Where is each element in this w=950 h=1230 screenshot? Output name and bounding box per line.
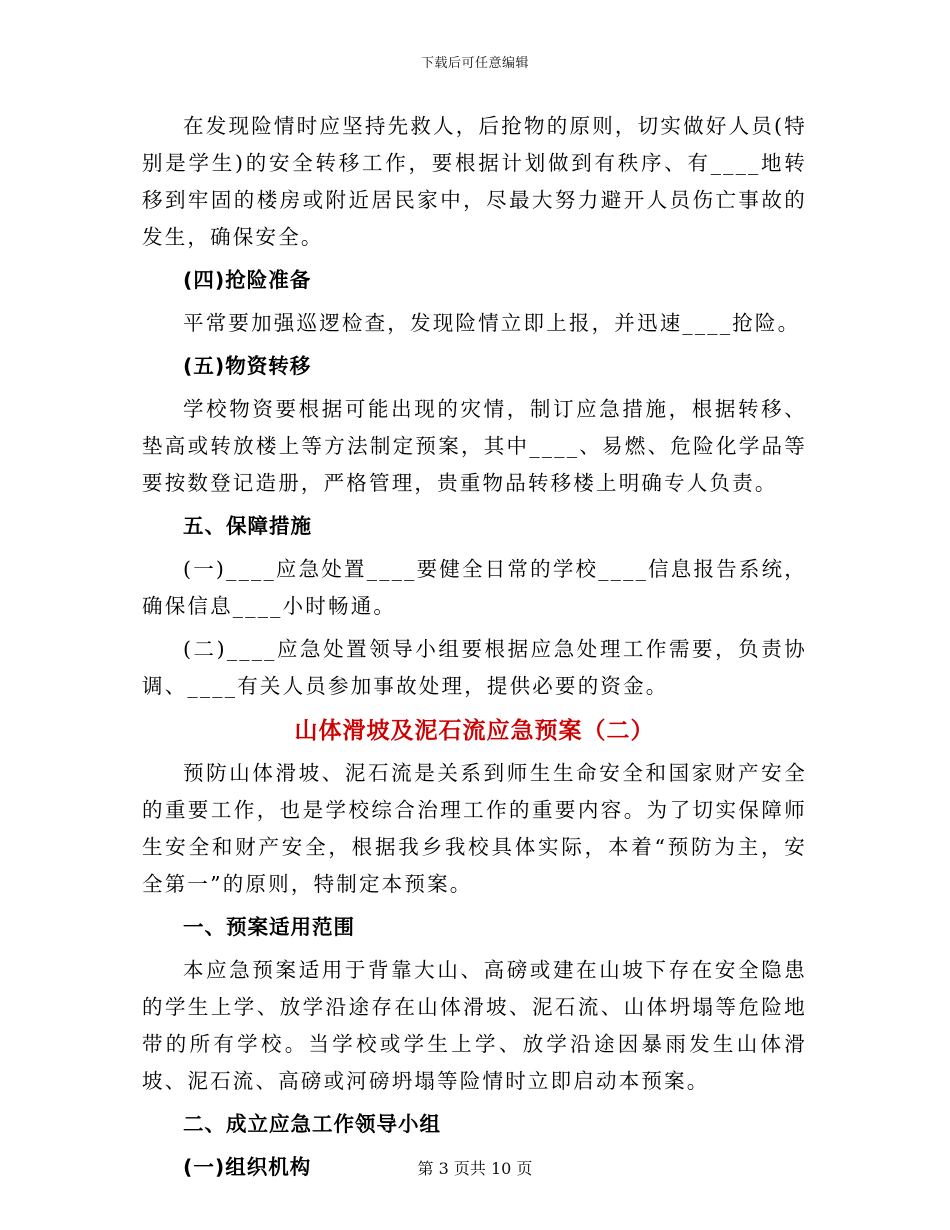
paragraph-scope: 本应急预案适用于背靠大山、高磅或建在山坡下存在安全隐患的学生上学、放学沿途存在山体滑坡、泥石流、山体坍塌等危险地带的所有学校。当学校或学生上学、放学沿途因暴雨发生山体滑坡、泥石流、高磅或河磅坍塌等险情时立即启动本预案。 — [142, 958, 807, 1093]
paragraph-safeguard-two: (二)____应急处置领导小组要根据应急处理工作需要，负责协调、____有关人员参加事故处理，提供必要的资金。 — [142, 637, 807, 698]
document-body — [142, 108, 807, 1186]
page-header: 下载后可任意编辑 — [420, 56, 529, 71]
paragraph-rescue-principle: 在发现险情时应坚持先救人，后抢物的原则，切实做好人员(特别是学生)的安全转移工作，要根据计划做到有秩序、有____地转移到牢固的楼房或附近居民家中，尽最大努力避开人员伤亡事故的发生，确保安全。 — [142, 114, 807, 249]
heading-material-transfer: (五)物资转移 — [183, 354, 312, 378]
section-title: 山体滑坡及泥石流应急预案（二） — [294, 718, 655, 744]
heading-safeguard-measures: 五、保障措施 — [183, 514, 312, 538]
paragraph-intro: 预防山体滑坡、泥石流是关系到师生生命安全和国家财产安全的重要工作，也是学校综合治理工作的重要内容。为了切实保障师生安全和财产安全，根据我乡我校具体实际，本着“预防为主，安全第一”的原则，特制定本预案。 — [142, 761, 807, 896]
paragraph-patrol-inspection: 平常要加强巡逻检查，发现险情立即上报，并迅速____抢险。 — [183, 311, 801, 335]
paragraph-material-plan: 学校物资要根据可能出现的灾情，制订应急措施，根据转移、垫高或转放楼上等方法制定预案，其中____、易燃、危险化学品等要按数登记造册，严格管理，贵重物品转移楼上明确专人负责。 — [142, 397, 807, 495]
heading-rescue-preparation: (四)抢险准备 — [183, 268, 312, 292]
heading-organization: (一)组织机构 — [183, 1155, 312, 1179]
paragraph-safeguard-one: (一)____应急处置____要健全日常的学校____信息报告系统，确保信息____小时畅通。 — [142, 557, 807, 618]
heading-scope: 一、预案适用范围 — [183, 915, 355, 939]
heading-leadership-group: 二、成立应急工作领导小组 — [183, 1112, 441, 1136]
page-footer: 第 3 页共 10 页 — [417, 1159, 533, 1178]
